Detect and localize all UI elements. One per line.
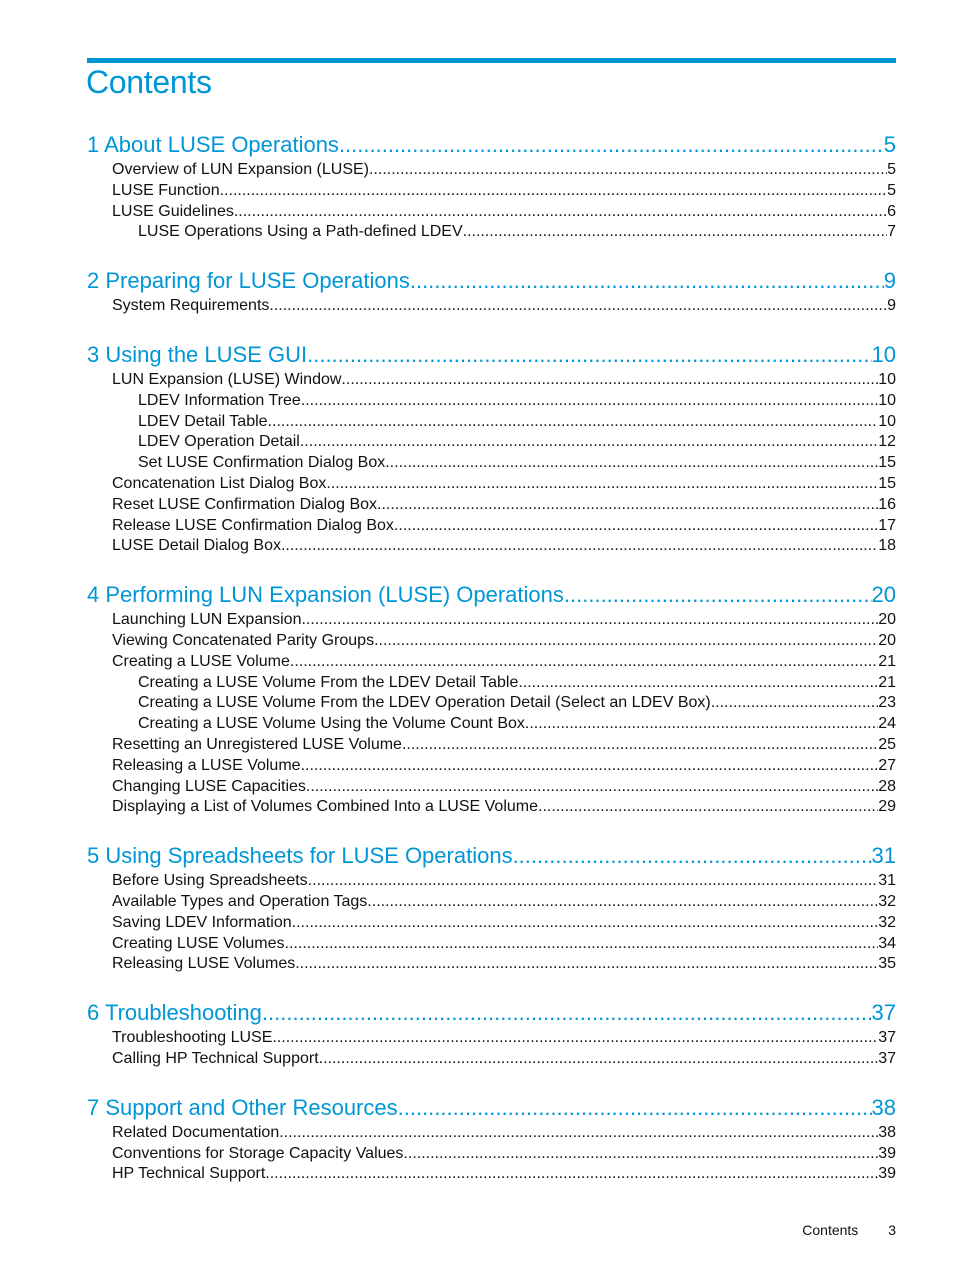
toc-entry-link[interactable]: [87, 1164, 896, 1185]
toc-entry-title: Creating a LUSE Volume Using the Volume Count Box: [138, 715, 525, 733]
page-title: Contents: [86, 64, 212, 100]
toc-entry-link[interactable]: [87, 934, 896, 955]
toc-entry-page: 35: [878, 955, 896, 973]
toc-chapter-link[interactable]: [87, 841, 896, 871]
toc-leader-dots: [300, 432, 878, 453]
toc-leader-dots: [279, 1123, 878, 1144]
toc-entry-link[interactable]: [87, 913, 896, 934]
toc-entry-link[interactable]: [87, 412, 896, 433]
toc-chapter-title: 4 Performing LUN Expansion (LUSE) Operations: [87, 582, 564, 608]
toc-entry-link[interactable]: [87, 1049, 896, 1070]
toc-leader-dots: [269, 296, 887, 317]
toc-chapter: [87, 841, 896, 975]
toc-leader-dots: [301, 610, 878, 631]
toc-entry-page: 20: [878, 611, 896, 629]
top-rule: [87, 58, 896, 63]
toc-entry-link[interactable]: [87, 1028, 896, 1049]
toc-entry-page: 9: [887, 297, 896, 315]
toc-leader-dots: [564, 580, 872, 610]
toc-entry-title: HP Technical Support: [112, 1165, 266, 1183]
toc-leader-dots: [301, 391, 878, 412]
toc-leader-dots: [403, 1144, 878, 1165]
toc-entry-title: Creating a LUSE Volume From the LDEV Operation Detail (Select an LDEV Box): [138, 694, 711, 712]
toc-leader-dots: [369, 160, 887, 181]
footer-page-number: 3: [888, 1222, 896, 1238]
toc-entry-page: 5: [887, 181, 896, 199]
toc-chapter-page: 37: [871, 1000, 896, 1026]
toc-chapter-page: 31: [871, 843, 896, 869]
toc-chapter: [87, 130, 896, 243]
toc-entry-title: Calling HP Technical Support: [112, 1049, 319, 1067]
toc-entry-title: Changing LUSE Capacities: [112, 777, 306, 795]
toc-entry-link[interactable]: [87, 871, 896, 892]
toc-entry-page: 5: [887, 161, 896, 178]
toc-entry-page: 12: [878, 433, 896, 451]
toc-entry-page: 34: [878, 934, 896, 952]
toc-entry-page: 6: [887, 202, 896, 220]
toc-entry-link[interactable]: [87, 652, 896, 673]
toc-entry-page: 25: [878, 735, 896, 753]
toc-chapter: [87, 1093, 896, 1185]
toc-leader-dots: [268, 412, 879, 433]
toc-entry-page: 39: [878, 1165, 896, 1183]
toc-chapter-title: 2 Preparing for LUSE Operations: [87, 268, 410, 294]
toc-entry-title: LUSE Function: [112, 181, 220, 199]
toc-entry-link[interactable]: [87, 797, 896, 818]
toc-leader-dots: [711, 693, 878, 714]
toc-entry-link[interactable]: [87, 432, 896, 453]
toc-leader-dots: [272, 1028, 878, 1049]
toc-entry-title: Releasing LUSE Volumes: [112, 955, 296, 973]
toc-entry-page: 27: [878, 756, 896, 774]
toc-entry-title: Concatenation List Dialog Box: [112, 474, 327, 492]
toc-entry-link[interactable]: [87, 714, 896, 735]
toc-entry-link[interactable]: [87, 954, 896, 975]
toc-leader-dots: [513, 841, 872, 871]
toc-entry-page: 39: [878, 1144, 896, 1162]
toc-entry-link[interactable]: [87, 181, 896, 202]
toc-entry-link[interactable]: [87, 777, 896, 798]
toc-entry-title: Displaying a List of Volumes Combined Into a LUSE Volume: [112, 798, 539, 816]
toc-entry-title: Before Using Spreadsheets: [112, 872, 308, 890]
toc-entry-title: LUSE Guidelines: [112, 202, 234, 220]
toc-leader-dots: [402, 735, 878, 756]
toc-leader-dots: [518, 673, 878, 694]
toc-entry-title: LUSE Detail Dialog Box: [112, 537, 281, 555]
table-of-contents: [87, 130, 896, 1208]
toc-entry-page: 37: [878, 1029, 896, 1047]
toc-leader-dots: [525, 714, 878, 735]
toc-entry-link[interactable]: [87, 296, 896, 317]
toc-entry-page: 32: [878, 892, 896, 910]
toc-entry-link[interactable]: [87, 673, 896, 694]
toc-leader-dots: [339, 130, 884, 160]
toc-entry-link[interactable]: [87, 453, 896, 474]
toc-leader-dots: [385, 453, 878, 474]
toc-chapter: [87, 998, 896, 1070]
toc-chapter-page: 38: [871, 1094, 896, 1120]
toc-entry-link[interactable]: [87, 370, 896, 391]
toc-entry-link[interactable]: [87, 735, 896, 756]
toc-entry-link[interactable]: [87, 516, 896, 537]
toc-entry-title: Creating a LUSE Volume From the LDEV Detail Table: [138, 673, 519, 691]
toc-chapter-link[interactable]: [87, 130, 896, 160]
toc-entry-title: LUN Expansion (LUSE) Window: [112, 370, 342, 388]
footer-label: Contents: [802, 1222, 859, 1238]
toc-entry-link[interactable]: [87, 631, 896, 652]
toc-leader-dots: [281, 536, 878, 557]
toc-entry-link[interactable]: [87, 610, 896, 631]
toc-leader-dots: [262, 998, 872, 1028]
toc-entry-page: 28: [878, 777, 896, 795]
toc-leader-dots: [394, 516, 878, 537]
toc-entry-title: Related Documentation: [112, 1123, 280, 1141]
toc-chapter-title: 7 Support and Other Resources: [87, 1094, 398, 1120]
toc-leader-dots: [290, 652, 878, 673]
toc-chapter-title: 5 Using Spreadsheets for LUSE Operations: [87, 843, 513, 869]
toc-chapter: [87, 266, 896, 317]
toc-entry-page: 15: [878, 454, 896, 472]
toc-leader-dots: [410, 266, 884, 296]
toc-leader-dots: [463, 222, 887, 243]
toc-entry-title: Available Types and Operation Tags: [112, 892, 368, 910]
toc-entry-page: 31: [878, 872, 896, 890]
toc-leader-dots: [234, 202, 887, 223]
toc-entry-page: 10: [878, 391, 896, 409]
toc-leader-dots: [319, 1049, 879, 1070]
toc-entry-page: 10: [878, 370, 896, 388]
toc-chapter-link[interactable]: [87, 580, 896, 610]
toc-leader-dots: [367, 892, 878, 913]
toc-entry-title: Releasing a LUSE Volume: [112, 756, 301, 774]
toc-entry-link[interactable]: [87, 222, 896, 243]
toc-entry-page: 23: [878, 694, 896, 712]
toc-leader-dots: [398, 1093, 872, 1123]
toc-entry-link[interactable]: [87, 1123, 896, 1144]
toc-entry-title: Saving LDEV Information: [112, 913, 292, 931]
toc-chapter-link[interactable]: [87, 998, 896, 1028]
toc-entry-title: LDEV Information Tree: [138, 391, 301, 409]
toc-leader-dots: [307, 340, 871, 370]
toc-chapter-link[interactable]: [87, 1093, 896, 1123]
toc-leader-dots: [306, 777, 878, 798]
toc-chapter-page: 10: [871, 341, 896, 367]
toc-entry-title: LUSE Operations Using a Path-defined LDEV: [138, 223, 463, 241]
toc-chapter: [87, 580, 896, 818]
toc-entry-link[interactable]: [87, 892, 896, 913]
toc-entry-link[interactable]: [87, 693, 896, 714]
toc-chapter-title: 1 About LUSE Operations: [87, 132, 339, 157]
toc-leader-dots: [295, 954, 878, 975]
toc-leader-dots: [265, 1164, 878, 1185]
toc-entry-title: Troubleshooting LUSE: [112, 1029, 273, 1047]
toc-entry-page: 20: [878, 631, 896, 649]
toc-entry-page: 17: [878, 516, 896, 534]
toc-entry-title: Set LUSE Confirmation Dialog Box: [138, 454, 386, 472]
toc-entry-link[interactable]: [87, 536, 896, 557]
toc-leader-dots: [220, 181, 887, 202]
toc-entry-link[interactable]: [87, 495, 896, 516]
toc-entry-page: 24: [878, 715, 896, 733]
toc-entry-title: LDEV Operation Detail: [138, 433, 300, 451]
toc-entry-link[interactable]: [87, 474, 896, 495]
page-footer: [802, 1222, 896, 1238]
toc-entry-title: Viewing Concatenated Parity Groups: [112, 631, 375, 649]
toc-entry-title: Conventions for Storage Capacity Values: [112, 1144, 404, 1162]
toc-entry-link[interactable]: [87, 160, 896, 181]
toc-chapter-title: 3 Using the LUSE GUI: [87, 341, 308, 367]
toc-entry-page: 32: [878, 913, 896, 931]
toc-leader-dots: [374, 631, 878, 652]
toc-entry-link[interactable]: [87, 1144, 896, 1165]
toc-chapter: [87, 340, 896, 557]
toc-entry-title: Release LUSE Confirmation Dialog Box: [112, 516, 394, 534]
toc-leader-dots: [301, 756, 879, 777]
toc-leader-dots: [377, 495, 878, 516]
toc-entry-title: Creating LUSE Volumes: [112, 934, 285, 952]
toc-chapter-title: 6 Troubleshooting: [87, 1000, 262, 1026]
toc-entry-page: 29: [878, 798, 896, 816]
toc-leader-dots: [341, 370, 878, 391]
toc-leader-dots: [326, 474, 878, 495]
toc-chapter-link[interactable]: [87, 266, 896, 296]
toc-chapter-page: 20: [871, 582, 896, 608]
toc-entry-page: 38: [878, 1123, 896, 1141]
toc-chapter-link[interactable]: [87, 340, 896, 370]
toc-entry-link[interactable]: [87, 391, 896, 412]
toc-leader-dots: [285, 934, 879, 955]
toc-entry-title: LDEV Detail Table: [138, 412, 268, 430]
toc-chapter-page: 5: [883, 132, 896, 157]
toc-entry-link[interactable]: [87, 756, 896, 777]
toc-entry-title: Reset LUSE Confirmation Dialog Box: [112, 495, 378, 513]
toc-entry-page: 21: [878, 652, 896, 670]
toc-leader-dots: [292, 913, 879, 934]
toc-chapter-page: 9: [883, 268, 896, 294]
toc-entry-page: 16: [878, 495, 896, 513]
toc-entry-link[interactable]: [87, 202, 896, 223]
toc-entry-title: Creating a LUSE Volume: [112, 652, 290, 670]
toc-entry-page: 37: [878, 1049, 896, 1067]
toc-entry-page: 10: [878, 412, 896, 430]
toc-entry-title: Resetting an Unregistered LUSE Volume: [112, 735, 402, 753]
toc-entry-title: Launching LUN Expansion: [112, 611, 302, 629]
toc-leader-dots: [538, 797, 878, 818]
toc-entry-page: 21: [878, 673, 896, 691]
toc-entry-page: 18: [878, 537, 896, 555]
toc-entry-title: Overview of LUN Expansion (LUSE): [112, 161, 369, 178]
toc-entry-page: 7: [887, 223, 896, 241]
toc-entry-page: 15: [878, 474, 896, 492]
toc-leader-dots: [308, 871, 879, 892]
toc-entry-title: System Requirements: [112, 297, 270, 315]
